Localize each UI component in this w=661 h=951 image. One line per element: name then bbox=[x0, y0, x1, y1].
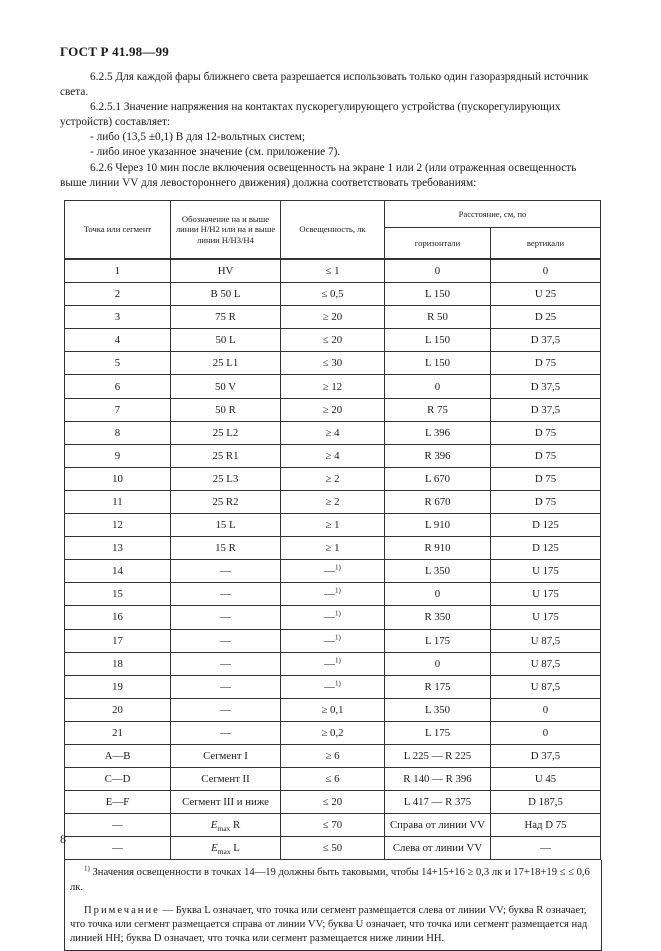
table-row bbox=[65, 537, 601, 560]
note bbox=[70, 904, 598, 947]
cell-designation: — bbox=[171, 652, 281, 675]
cell-designation: — bbox=[171, 629, 281, 652]
cell-point: 12 bbox=[65, 514, 171, 537]
header-distance: Расстояние, см, по bbox=[385, 201, 601, 228]
cell-vertical: D 37,5 bbox=[491, 398, 601, 421]
cell-point: 8 bbox=[65, 421, 171, 444]
table-row bbox=[65, 768, 601, 791]
table-row bbox=[65, 721, 601, 744]
cell-illuminance: —$^{1)}$ bbox=[281, 606, 385, 629]
footnote bbox=[70, 866, 598, 894]
cell-point: 19 bbox=[65, 675, 171, 698]
cell-point: E—F bbox=[65, 791, 171, 814]
cell-designation: — bbox=[171, 583, 281, 606]
cell-horizontal: L 350 bbox=[385, 698, 491, 721]
cell-illuminance: ≥ 6 bbox=[281, 744, 385, 767]
cell-vertical: 0 bbox=[491, 259, 601, 283]
table-row bbox=[65, 698, 601, 721]
table-row bbox=[65, 652, 601, 675]
cell-horizontal: L 225 — R 225 bbox=[385, 744, 491, 767]
cell-designation: — bbox=[171, 560, 281, 583]
table-row bbox=[65, 398, 601, 421]
cell-vertical: D 75 bbox=[491, 352, 601, 375]
paragraph-6-2-5-1: 6.2.5.1 Значение напряжения на контактах пускорегулирующего устройства (пускорегулирующих устройств) составляет: bbox=[60, 101, 561, 129]
cell-point: 17 bbox=[65, 629, 171, 652]
cell-illuminance: ≤ 20 bbox=[281, 329, 385, 352]
table-row bbox=[65, 514, 601, 537]
table-row bbox=[65, 490, 601, 513]
cell-vertical: U 25 bbox=[491, 283, 601, 306]
note-text: — Буква L означает, что точка или сегмент размещается слева от линии VV; буква R означает, что точка или сегмент размещается справа от линии VV; буква U означает, что точка или сегмент размещается над линией HH; буква D означает, что точка или сегмент размещается ниже линии HH. bbox=[70, 904, 588, 945]
paragraph-6-2-6: 6.2.6 Через 10 мин после включения освещенность на экране 1 или 2 (или отраженная освещенность выше линии VV для левостороннего движения) должна соответствовать требованиям: bbox=[60, 161, 577, 189]
paragraph-voltage-other: - либо иное указанное значение (см. приложение 7). bbox=[90, 146, 341, 159]
cell-vertical: 0 bbox=[491, 698, 601, 721]
cell-designation: Сегмент II bbox=[171, 768, 281, 791]
cell-horizontal: L 150 bbox=[385, 352, 491, 375]
cell-horizontal: 0 bbox=[385, 259, 491, 283]
cell-horizontal: R 910 bbox=[385, 537, 491, 560]
cell-horizontal: R 670 bbox=[385, 490, 491, 513]
page-number: 8 bbox=[60, 832, 66, 846]
cell-point: A—B bbox=[65, 744, 171, 767]
cell-designation: $E_{max}$ R bbox=[171, 814, 281, 837]
cell-illuminance: ≥ 2 bbox=[281, 467, 385, 490]
cell-point: — bbox=[65, 814, 171, 837]
cell-illuminance: ≥ 0,1 bbox=[281, 698, 385, 721]
cell-designation: — bbox=[171, 606, 281, 629]
cell-designation: 25 R1 bbox=[171, 444, 281, 467]
cell-point: 10 bbox=[65, 467, 171, 490]
table-row bbox=[65, 329, 601, 352]
cell-designation: $E_{max}$ L bbox=[171, 837, 281, 860]
cell-point: 15 bbox=[65, 583, 171, 606]
cell-illuminance: ≤ 20 bbox=[281, 791, 385, 814]
cell-illuminance: —$^{1)}$ bbox=[281, 560, 385, 583]
paragraph-voltage-12v: - либо (13,5 ±0,1) В для 12-вольтных систем; bbox=[90, 131, 306, 144]
cell-illuminance: —$^{1)}$ bbox=[281, 675, 385, 698]
table-row bbox=[65, 675, 601, 698]
header-point: Точка или сегмент bbox=[65, 201, 171, 260]
cell-vertical: D 37,5 bbox=[491, 375, 601, 398]
cell-vertical: U 175 bbox=[491, 560, 601, 583]
cell-illuminance: —$^{1)}$ bbox=[281, 629, 385, 652]
cell-illuminance: ≥ 4 bbox=[281, 421, 385, 444]
cell-designation: — bbox=[171, 721, 281, 744]
cell-vertical: D 75 bbox=[491, 467, 601, 490]
cell-designation: — bbox=[171, 675, 281, 698]
cell-horizontal: R 140 — R 396 bbox=[385, 768, 491, 791]
cell-vertical: U 45 bbox=[491, 768, 601, 791]
cell-horizontal: R 396 bbox=[385, 444, 491, 467]
note-label: Примечание bbox=[84, 904, 160, 916]
cell-point: C—D bbox=[65, 768, 171, 791]
cell-point: 20 bbox=[65, 698, 171, 721]
cell-horizontal: 0 bbox=[385, 583, 491, 606]
cell-illuminance: ≤ 30 bbox=[281, 352, 385, 375]
table-notes bbox=[64, 860, 602, 951]
illuminance-table bbox=[64, 200, 601, 860]
table-row bbox=[65, 791, 601, 814]
cell-vertical: — bbox=[491, 837, 601, 860]
cell-point: 4 bbox=[65, 329, 171, 352]
cell-illuminance: —$^{1)}$ bbox=[281, 652, 385, 675]
cell-horizontal: R 50 bbox=[385, 306, 491, 329]
cell-point: 16 bbox=[65, 606, 171, 629]
cell-illuminance: ≥ 0,2 bbox=[281, 721, 385, 744]
cell-designation: HV bbox=[171, 259, 281, 283]
cell-horizontal: Слева от линии VV bbox=[385, 837, 491, 860]
table-row bbox=[65, 629, 601, 652]
cell-illuminance: ≥ 20 bbox=[281, 398, 385, 421]
table-row bbox=[65, 837, 601, 860]
cell-illuminance: ≥ 1 bbox=[281, 537, 385, 560]
cell-designation: 50 L bbox=[171, 329, 281, 352]
cell-horizontal: L 396 bbox=[385, 421, 491, 444]
cell-horizontal: Справа от линии VV bbox=[385, 814, 491, 837]
header-vertical: вертикали bbox=[491, 228, 601, 260]
cell-point: 9 bbox=[65, 444, 171, 467]
cell-point: 3 bbox=[65, 306, 171, 329]
cell-horizontal: L 910 bbox=[385, 514, 491, 537]
cell-vertical: U 87,5 bbox=[491, 629, 601, 652]
cell-vertical: D 125 bbox=[491, 537, 601, 560]
cell-illuminance: ≥ 2 bbox=[281, 490, 385, 513]
cell-vertical: Над D 75 bbox=[491, 814, 601, 837]
cell-designation: 25 L2 bbox=[171, 421, 281, 444]
cell-designation: Сегмент I bbox=[171, 744, 281, 767]
cell-designation: 50 R bbox=[171, 398, 281, 421]
illuminance-table-wrapper bbox=[64, 200, 600, 951]
cell-horizontal: R 175 bbox=[385, 675, 491, 698]
cell-horizontal: L 350 bbox=[385, 560, 491, 583]
cell-horizontal: L 175 bbox=[385, 629, 491, 652]
table-row bbox=[65, 606, 601, 629]
footnote-text: Значения освещенности в точках 14—19 должны быть таковыми, чтобы 14+15+16 ≥ 0,3 лк и 17+18+19 ≤ ≤ 0,6 лк. bbox=[70, 867, 590, 893]
table-row bbox=[65, 444, 601, 467]
cell-illuminance: —$^{1)}$ bbox=[281, 583, 385, 606]
header-designation: Обозначение на и выше линии H/H2 или на и выше линии H/H3/H4 bbox=[171, 201, 281, 260]
cell-point: 1 bbox=[65, 259, 171, 283]
cell-horizontal: L 175 bbox=[385, 721, 491, 744]
cell-designation: 50 V bbox=[171, 375, 281, 398]
table-row bbox=[65, 421, 601, 444]
cell-designation: 15 R bbox=[171, 537, 281, 560]
cell-vertical: U 87,5 bbox=[491, 675, 601, 698]
table-row bbox=[65, 306, 601, 329]
paragraph-6-2-5: 6.2.5 Для каждой фары ближнего света разрешается использовать только один газоразрядный источник света. bbox=[60, 71, 589, 99]
header-illuminance: Освещенность, лк bbox=[281, 201, 385, 260]
table-row bbox=[65, 744, 601, 767]
cell-designation: 25 L3 bbox=[171, 467, 281, 490]
cell-point: 2 bbox=[65, 283, 171, 306]
table-row bbox=[65, 467, 601, 490]
cell-illuminance: ≥ 12 bbox=[281, 375, 385, 398]
cell-horizontal: L 150 bbox=[385, 283, 491, 306]
cell-vertical: D 75 bbox=[491, 444, 601, 467]
cell-designation: — bbox=[171, 698, 281, 721]
cell-vertical: 0 bbox=[491, 721, 601, 744]
cell-horizontal: R 75 bbox=[385, 398, 491, 421]
cell-vertical: D 75 bbox=[491, 490, 601, 513]
cell-designation: 25 R2 bbox=[171, 490, 281, 513]
document-header: ГОСТ Р 41.98—99 bbox=[60, 44, 169, 59]
cell-point: 13 bbox=[65, 537, 171, 560]
cell-horizontal: L 417 — R 375 bbox=[385, 791, 491, 814]
cell-vertical: D 37,5 bbox=[491, 329, 601, 352]
cell-vertical: U 175 bbox=[491, 606, 601, 629]
table-row bbox=[65, 283, 601, 306]
cell-point: — bbox=[65, 837, 171, 860]
cell-vertical: D 187,5 bbox=[491, 791, 601, 814]
cell-designation: 25 L1 bbox=[171, 352, 281, 375]
cell-point: 7 bbox=[65, 398, 171, 421]
cell-point: 21 bbox=[65, 721, 171, 744]
cell-vertical: D 125 bbox=[491, 514, 601, 537]
table-row bbox=[65, 560, 601, 583]
cell-horizontal: L 670 bbox=[385, 467, 491, 490]
cell-point: 14 bbox=[65, 560, 171, 583]
cell-illuminance: ≤ 70 bbox=[281, 814, 385, 837]
cell-vertical: U 87,5 bbox=[491, 652, 601, 675]
cell-vertical: D 37,5 bbox=[491, 744, 601, 767]
cell-designation: 15 L bbox=[171, 514, 281, 537]
cell-vertical: D 25 bbox=[491, 306, 601, 329]
cell-designation: Сегмент III и ниже bbox=[171, 791, 281, 814]
table-body bbox=[65, 259, 601, 860]
body-text bbox=[60, 70, 602, 191]
cell-illuminance: ≤ 50 bbox=[281, 837, 385, 860]
table-row bbox=[65, 352, 601, 375]
table-row bbox=[65, 375, 601, 398]
cell-illuminance: ≥ 4 bbox=[281, 444, 385, 467]
cell-illuminance: ≤ 1 bbox=[281, 259, 385, 283]
cell-illuminance: ≥ 1 bbox=[281, 514, 385, 537]
cell-illuminance: ≤ 6 bbox=[281, 768, 385, 791]
cell-horizontal: R 350 bbox=[385, 606, 491, 629]
cell-vertical: U 175 bbox=[491, 583, 601, 606]
cell-point: 18 bbox=[65, 652, 171, 675]
cell-point: 11 bbox=[65, 490, 171, 513]
cell-designation: B 50 L bbox=[171, 283, 281, 306]
footnote-mark: 1) bbox=[84, 864, 90, 873]
cell-vertical: D 75 bbox=[491, 421, 601, 444]
cell-point: 5 bbox=[65, 352, 171, 375]
table-row bbox=[65, 814, 601, 837]
cell-horizontal: 0 bbox=[385, 375, 491, 398]
cell-illuminance: ≤ 0,5 bbox=[281, 283, 385, 306]
cell-horizontal: 0 bbox=[385, 652, 491, 675]
header-horizontal: горизонтали bbox=[385, 228, 491, 260]
table-row bbox=[65, 259, 601, 283]
cell-point: 6 bbox=[65, 375, 171, 398]
cell-designation: 75 R bbox=[171, 306, 281, 329]
table-row bbox=[65, 583, 601, 606]
cell-horizontal: L 150 bbox=[385, 329, 491, 352]
cell-illuminance: ≥ 20 bbox=[281, 306, 385, 329]
